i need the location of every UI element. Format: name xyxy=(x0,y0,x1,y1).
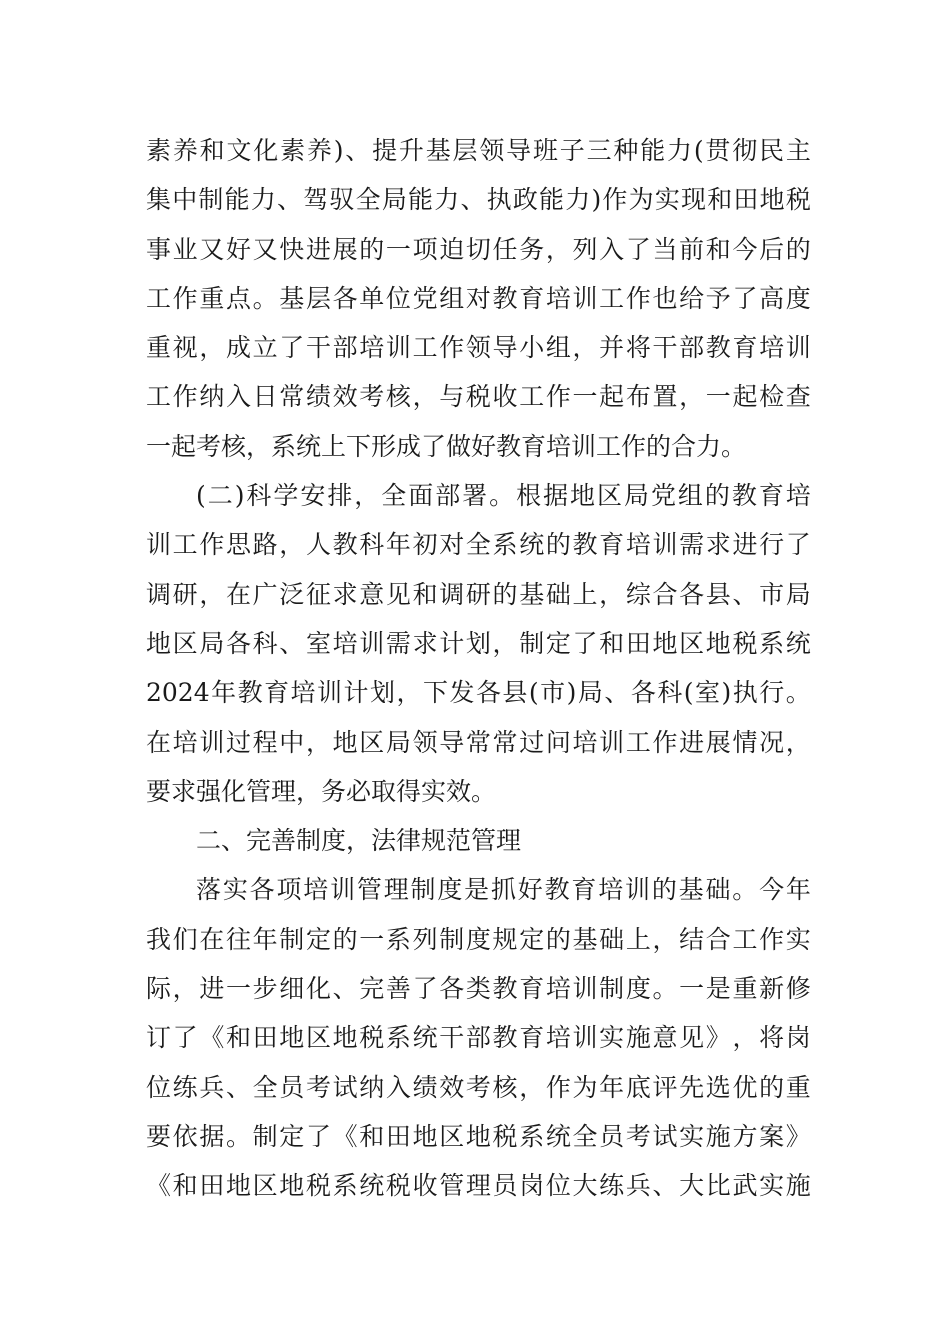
text-line: 事 业 又 好 又 快 进 展 的 一 项 迫 切 任 务 ， 列 入 了 当 前 和 今 后 的 xyxy=(146,234,811,264)
text-line: 调 研 ， 在 广 泛 征 求 意 见 和 调 研 的 基 础 上 ， 综 合 各 县 、 市 局 xyxy=(146,579,811,609)
text-line: 要求强化管理，务必取得实效。 xyxy=(146,776,497,806)
text-line: 在 培 训 过 程 中 ， 地 区 局 领 导 常 常 过 问 培 训 工 作 进 展 情 况 ， xyxy=(146,727,811,757)
text-line: 集 中 制 能 力 、 驾 驭 全 局 能 力 、 执 政 能 力 ) 作 为 实 现 和 田 地 税 xyxy=(146,185,811,215)
text-line: 二、完善制度，法律规范管理 xyxy=(196,826,522,856)
text-line: 素 养 和 文 化 素 养 ) 、 提 升 基 层 领 导 班 子 三 种 能 力 ( 贯 彻 民 主 xyxy=(146,136,811,165)
text-line: 地 区 局 各 科 、 室 培 训 需 求 计 划 ， 制 定 了 和 田 地 区 地 税 系 统 xyxy=(146,628,811,658)
text-line: 我 们 在 往 年 制 定 的 一 系 列 制 度 规 定 的 基 础 上 ， 结 合 工 作 实 xyxy=(146,924,811,954)
text-line: 工 作 重 点 。 基 层 各 单 位 党 组 对 教 育 培 训 工 作 也 给 予 了 高 度 xyxy=(146,283,811,313)
text-line: 《 和 田 地 区 地 税 系 统 税 收 管 理 员 岗 位 大 练 兵 、 大 比 武 实 施 xyxy=(146,1171,811,1201)
text-line: 训 工 作 思 路 ， 人 教 科 年 初 对 全 系 统 的 教 育 培 训 需 求 进 行 了 xyxy=(146,530,811,560)
text-line: 2024 年 教 育 培 训 计 划 ， 下 发 各 县 ( 市 ) 局 、 各 科 ( 室 ) 执 行 。 xyxy=(146,678,811,708)
text-line: 工 作 纳 入 日 常 绩 效 考 核 ， 与 税 收 工 作 一 起 布 置 ， 一 起 检 查 xyxy=(146,382,811,412)
text-line: 订 了 《 和 田 地 区 地 税 系 统 干 部 教 育 培 训 实 施 意 见 》 ， 将 岗 xyxy=(146,1023,811,1053)
document-body xyxy=(146,126,811,1211)
text-line: 一起考核，系统上下形成了做好教育培训工作的合力。 xyxy=(146,431,747,461)
text-line: 要 依 据 。 制 定 了 《 和 田 地 区 地 税 系 统 全 员 考 试 实 施 方 案 》 xyxy=(146,1121,811,1151)
text-line: ( 二 ) 科 学 安 排 ， 全 面 部 署 。 根 据 地 区 局 党 组 的 教 育 培 xyxy=(196,481,811,511)
text-line: 重 视 ， 成 立 了 干 部 培 训 工 作 领 导 小 组 ， 并 将 干 部 教 育 培 训 xyxy=(146,333,811,363)
text-line: 落 实 各 项 培 训 管 理 制 度 是 抓 好 教 育 培 训 的 基 础 。 今 年 xyxy=(196,875,811,905)
text-line: 位 练 兵 、 全 员 考 试 纳 入 绩 效 考 核 ， 作 为 年 底 评 先 选 优 的 重 xyxy=(146,1072,811,1102)
text-line: 际 ， 进 一 步 细 化 、 完 善 了 各 类 教 育 培 训 制 度 。 一 是 重 新 修 xyxy=(146,974,811,1004)
